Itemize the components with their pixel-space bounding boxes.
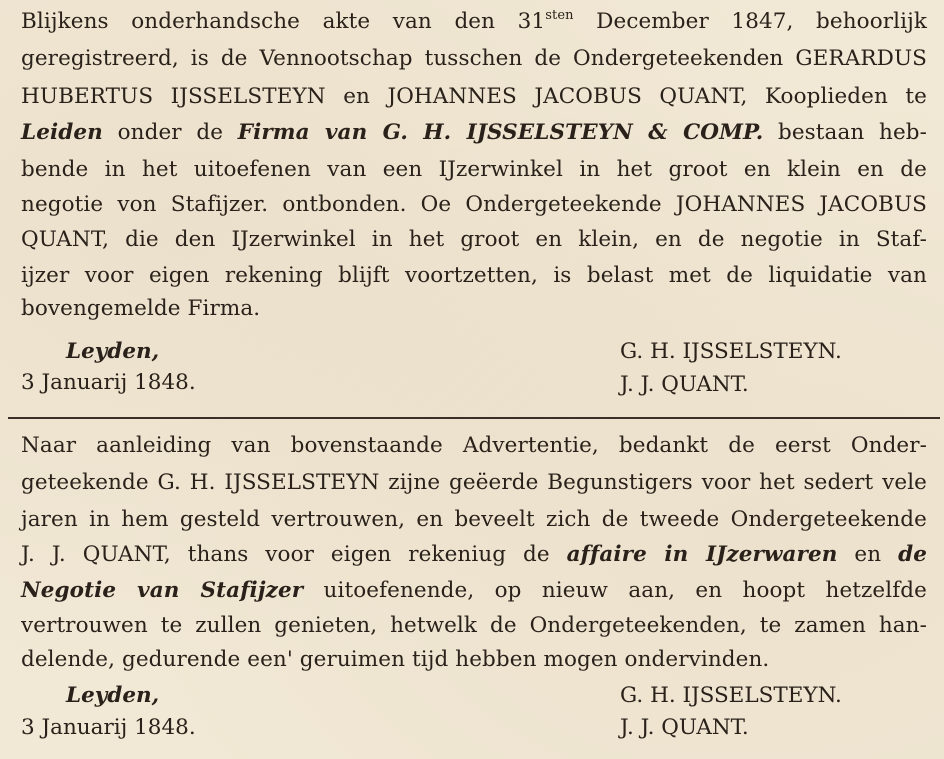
notice1-line-1-text-b: December 1847, behoorlijk — [573, 9, 927, 34]
notice2-line-7: delende, gedurende een' geruimen tijd hebben mogen ondervinden. — [21, 647, 770, 672]
notice1-line-7: QUANT, die den IJzerwinkel in het groot en klein, en de negotie in Staf- — [21, 227, 927, 252]
notice1-place: Leyden, — [66, 339, 160, 364]
notice1-line-9: bovengemelde Firma. — [21, 296, 261, 321]
notice1-firm-name: Firma van G. H. IJSSELSTEYN & COMP. — [237, 120, 764, 145]
notice2-line-1: Naar aanleiding van bovenstaande Advertentie, bedankt de eerst Onder- — [21, 433, 927, 458]
notice1-signature-ijsselsteyn: G. H. IJSSELSTEYN. — [620, 339, 842, 364]
notice1-place-leiden: Leiden — [21, 120, 103, 145]
notice1-line-4-text-d: bestaan heb- — [763, 120, 928, 145]
notice1-line-3: HUBERTUS IJSSELSTEYN en JOHANNES JACOBUS QUANT, Kooplieden te — [21, 84, 927, 109]
notice2-line-5 — [21, 576, 927, 606]
notice1-signature-quant: J. J. QUANT. — [620, 372, 749, 397]
notice1-line-5: bende in het uitoefenen van een IJzerwinkel in het groot en klein en de — [21, 157, 927, 182]
notice2-negotie-phrase: Negotie van Stafijzer — [21, 578, 304, 603]
notice2-line-2: geteekende G. H. IJSSELSTEYN zijne geëerde Begunstigers voor het sedert vele — [21, 470, 927, 495]
notice2-signature-quant: J. J. QUANT. — [620, 715, 749, 740]
notice1-line-8: ijzer voor eigen rekening blijft voortzetten, is belast met de liquidatie van — [21, 263, 927, 288]
notice2-line-4-text-d: de — [898, 542, 927, 567]
notice2-line-3: jaren in hem gesteld vertrouwen, en beveelt zich de tweede Ondergeteekende — [21, 507, 927, 532]
notice2-affaire-phrase: affaire in IJzerwaren — [566, 542, 838, 567]
notice2-place: Leyden, — [66, 683, 160, 708]
separator-rule — [8, 417, 940, 419]
notice1-line-4 — [21, 118, 927, 148]
notice2-line-4 — [21, 540, 927, 570]
notice2-line-4-text-a: J. J. QUANT, thans voor eigen rekeniug de — [21, 542, 567, 567]
notice1-line-4-text-b: onder de — [102, 120, 238, 145]
notice2-line-4-text-c: en — [837, 542, 899, 567]
notice1-line-2: geregistreerd, is de Vennootschap tusschen de Ondergeteekenden GERARDUS — [21, 46, 927, 71]
notice2-line-6: vertrouwen te zullen genieten, hetwelk de Ondergeteekenden, te zamen han- — [21, 613, 927, 638]
notice2-signature-ijsselsteyn: G. H. IJSSELSTEYN. — [620, 683, 842, 708]
notice1-line-1-text-a: Blijkens onderhandsche akte van den 31 — [21, 9, 546, 34]
notice2-line-5-text-b: uitoefenende, op nieuw aan, en hoopt hetzelfde — [303, 578, 927, 603]
notice1-date: 3 Januarij 1848. — [21, 370, 196, 395]
notice1-line-1-superscript: sten — [545, 8, 574, 23]
notice1-line-1 — [21, 7, 927, 37]
notice2-date: 3 Januarij 1848. — [21, 715, 196, 740]
notice1-line-6: negotie von Stafijzer. ontbonden. Oe Ondergeteekende JOHANNES JACOBUS — [21, 192, 927, 217]
